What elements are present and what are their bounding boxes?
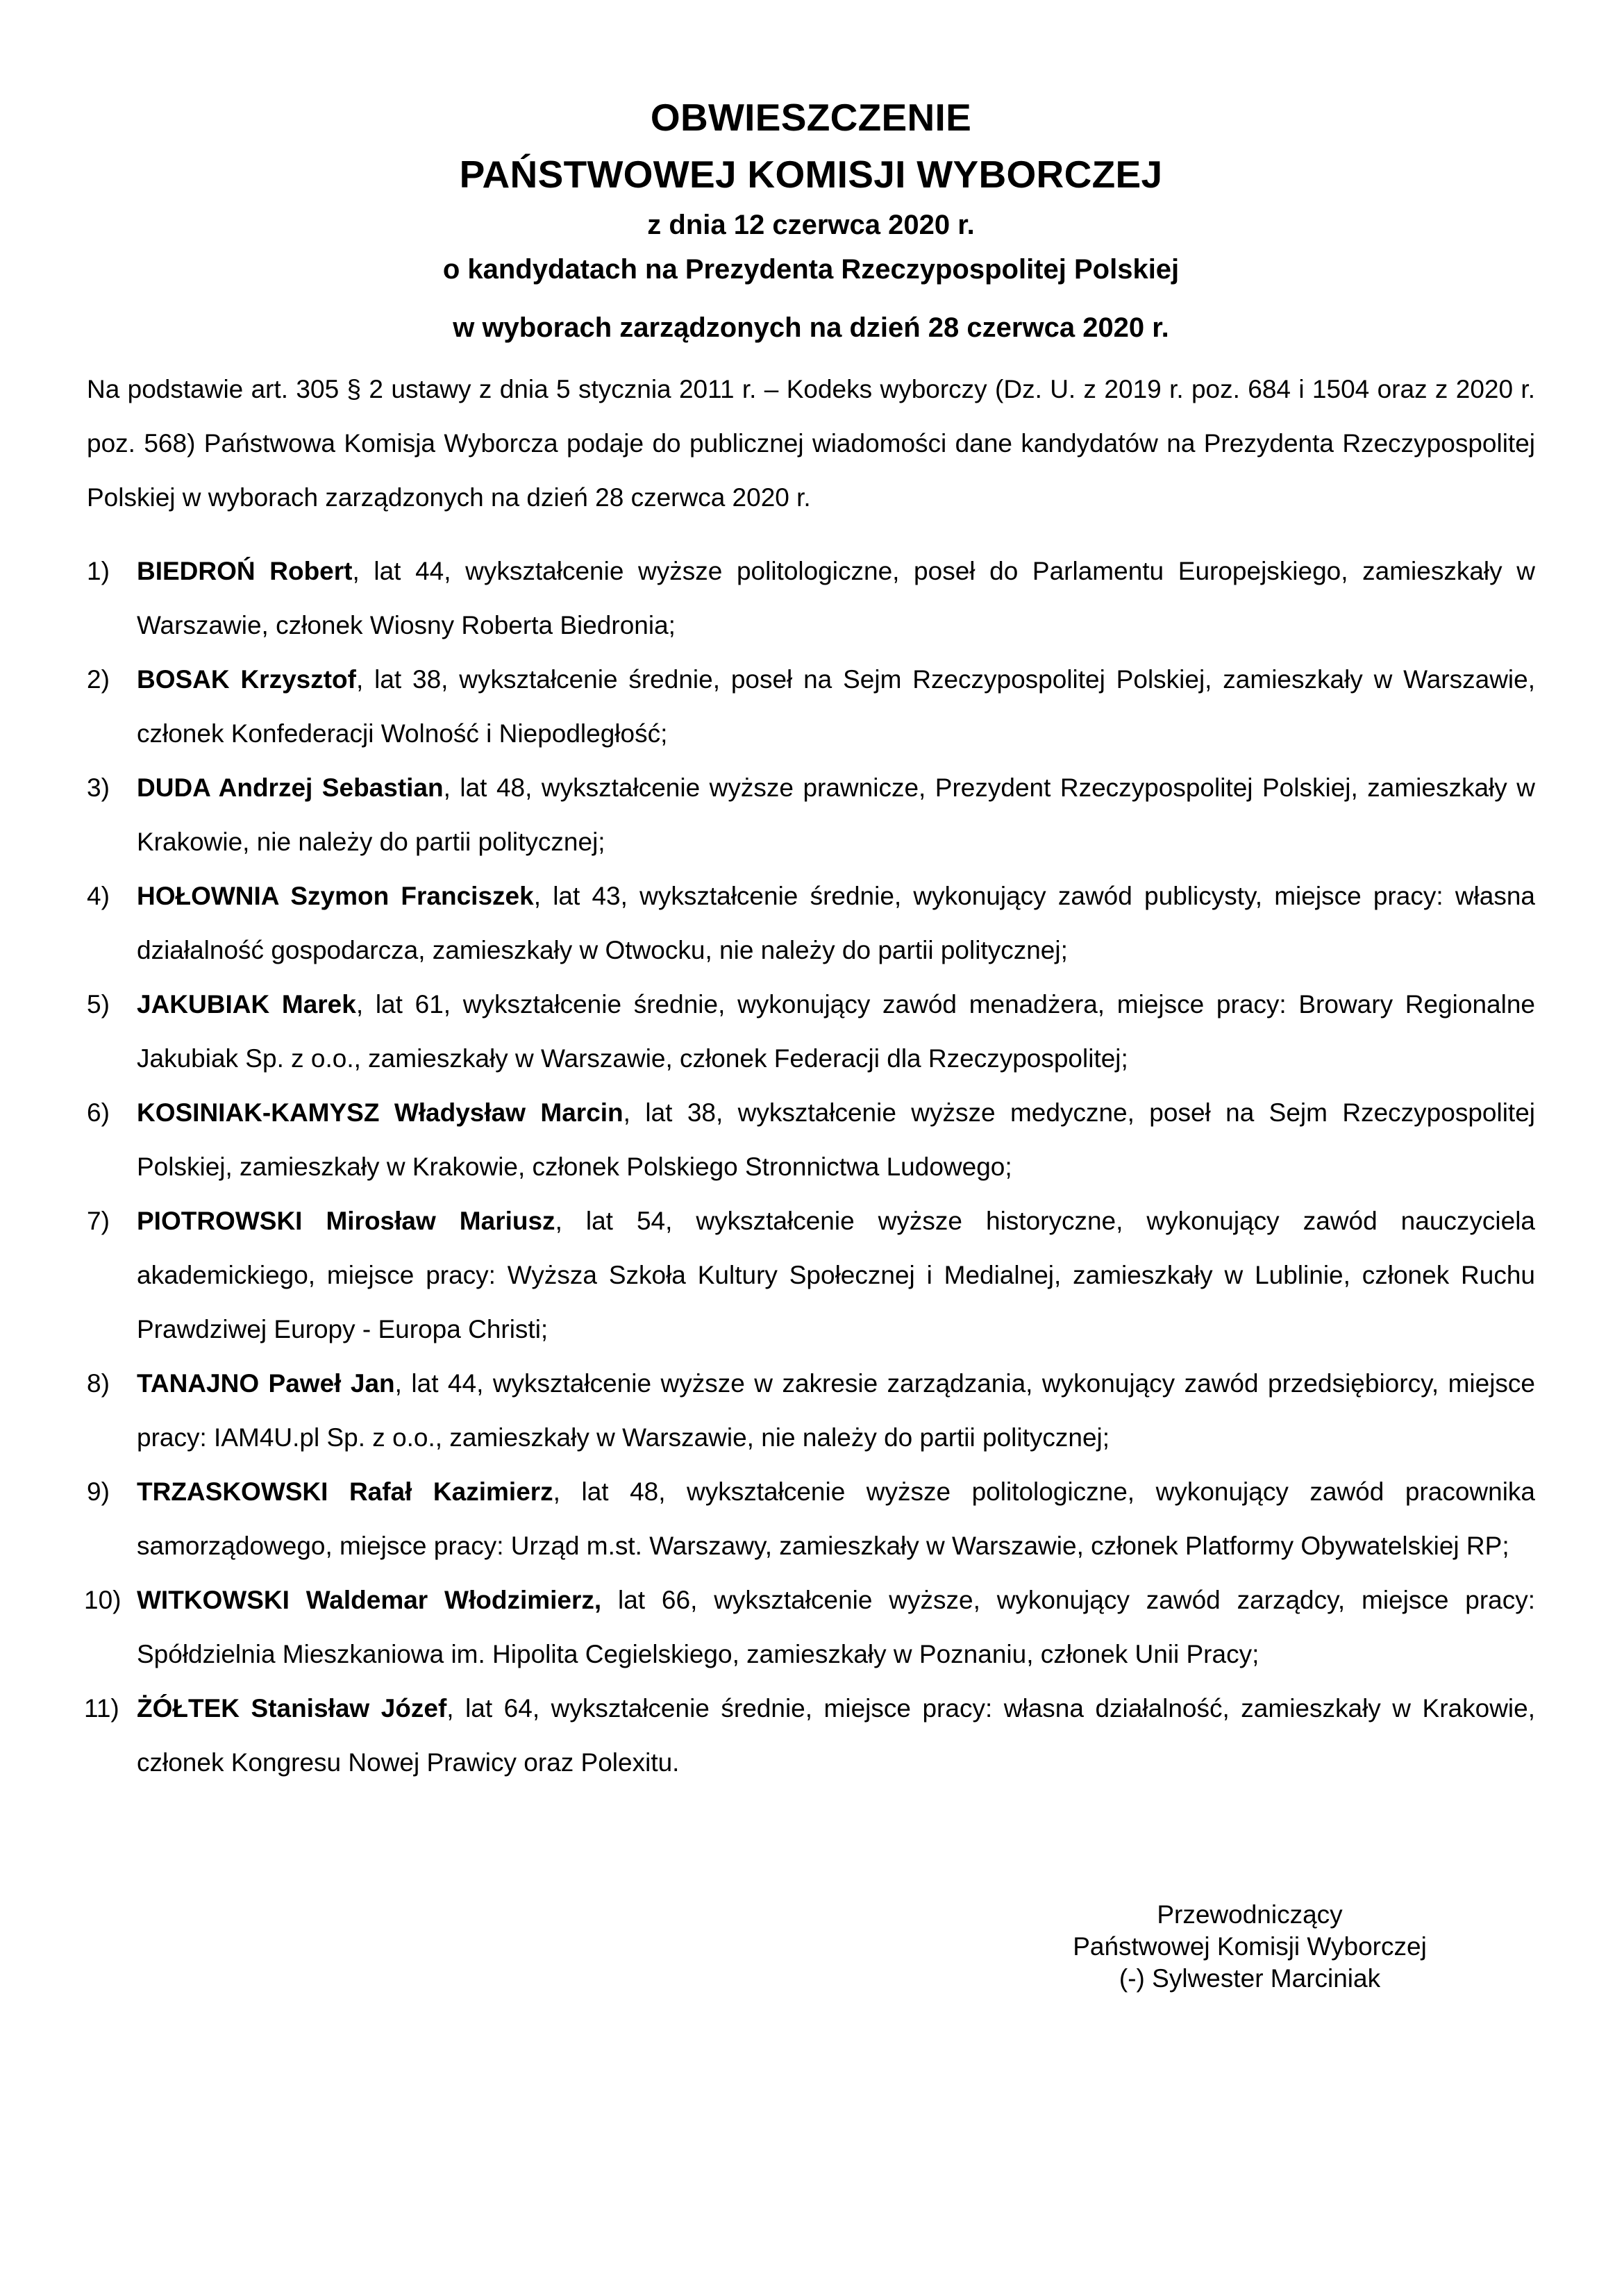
candidate-name: TANAJNO Paweł Jan [137, 1369, 395, 1398]
issue-date: z dnia 12 czerwca 2020 r. [647, 210, 975, 240]
candidate-list [84, 544, 1536, 1790]
candidate-number: 8) [87, 1369, 110, 1398]
issuing-body-title: PAŃSTWOWEJ KOMISJI WYBORCZEJ [459, 153, 1163, 196]
candidate-details: , lat 43, wykształcenie średnie, wykonujący zawód publicysty, miejsce pracy: własna działalność gospodarcza, zamieszkały w Otwocku, nie należy do partii politycznej; [137, 882, 1535, 964]
candidate-name: WITKOWSKI Waldemar Włodzimierz, [137, 1586, 602, 1614]
candidate-name: KOSINIAK-KAMYSZ Władysław Marcin [137, 1098, 623, 1127]
candidate-number: 11) [84, 1694, 119, 1723]
candidate-details: , lat 64, wykształcenie średnie, miejsce pracy: własna działalność, zamieszkały w Krakowie, członek Kongresu Nowej Prawicy oraz Polexitu. [137, 1694, 1535, 1777]
candidate-number: 10) [84, 1586, 122, 1614]
signatory-name: (-) Sylwester Marciniak [1119, 1964, 1381, 1993]
candidate-details: , lat 61, wykształcenie średnie, wykonujący zawód menadżera, miejsce pracy: Browary Regionalne Jakubiak Sp. z o.o., zamieszkały w Warszawie, członek Federacji dla Rzeczypospolitej; [137, 990, 1535, 1073]
election-date-line: w wyborach zarządzonych na dzień 28 czerwca 2020 r. [453, 312, 1169, 343]
candidate-item [87, 1357, 1535, 1465]
candidate-name: TRZASKOWSKI Rafał Kazimierz [137, 1477, 553, 1506]
candidate-number: 6) [87, 1098, 110, 1127]
candidate-name: JAKUBIAK Marek [137, 990, 356, 1019]
candidate-details: , lat 44, wykształcenie wyższe w zakresie zarządzania, wykonujący zawód przedsiębiorcy, miejsce pracy: IAM4U.pl Sp. z o.o., zamieszkały w Warszawie, nie należy do partii politycznej; [137, 1369, 1535, 1452]
candidate-details: , lat 54, wykształcenie wyższe historyczne, wykonujący zawód nauczyciela akademickiego, miejsce pracy: Wyższa Szkoła Kultury Społecznej i Medialnej, zamieszkały w Lublinie, członek Ruchu Prawdziwej Europy - Europa Christi; [137, 1207, 1535, 1343]
candidate-details: , lat 48, wykształcenie wyższe politologiczne, wykonujący zawód pracownika samorządowego, miejsce pracy: Urząd m.st. Warszawy, zamieszkały w Warszawie, członek Platformy Obywatelskiej RP; [137, 1477, 1535, 1560]
candidate-item [87, 978, 1535, 1086]
candidate-name: HOŁOWNIA Szymon Franciszek [137, 882, 534, 910]
candidate-name: DUDA Andrzej Sebastian [137, 773, 444, 802]
signatory-body: Państwowej Komisji Wyborczej [1073, 1932, 1427, 1961]
candidate-name: ŻÓŁTEK Stanisław Józef [137, 1694, 447, 1723]
intro-paragraph: Na podstawie art. 305 § 2 ustawy z dnia 5 stycznia 2011 r. – Kodeks wyborczy (Dz. U. z 2019 r. poz. 684 i 1504 oraz z 2020 r. poz. 568) Państwowa Komisja Wyborcza podaje do publicznej wiadomości dane kandydatów na Prezydenta Rzeczypospolitej Polskiej w wyborach zarządzonych na dzień 28 czerwca 2020 r. [87, 375, 1535, 512]
document-header [87, 89, 1535, 350]
candidate-number: 5) [87, 990, 110, 1019]
candidate-number: 2) [87, 665, 110, 694]
candidate-number: 9) [87, 1477, 110, 1506]
document-title: OBWIESZCZENIE [650, 96, 972, 139]
candidate-name: BIEDROŃ Robert [137, 557, 353, 585]
candidate-details: lat 66, wykształcenie wyższe, wykonujący zawód zarządcy, miejsce pracy: Spółdzielnia Mieszkaniowa im. Hipolita Cegielskiego, zamieszkały w Poznaniu, członek Unii Pracy; [137, 1586, 1536, 1668]
candidate-item [87, 1086, 1535, 1194]
candidate-item [87, 761, 1535, 869]
candidate-item [87, 1194, 1535, 1357]
candidate-number: 4) [87, 882, 110, 910]
signature-block [1000, 1899, 1500, 1995]
candidate-details: , lat 38, wykształcenie wyższe medyczne, poseł na Sejm Rzeczypospolitej Polskiej, zamieszkały w Krakowie, członek Polskiego Stronnictwa Ludowego; [137, 1098, 1535, 1181]
candidate-item [87, 544, 1535, 653]
candidate-number: 7) [87, 1207, 110, 1235]
candidate-details: , lat 48, wykształcenie wyższe prawnicze, Prezydent Rzeczypospolitej Polskiej, zamieszkały w Krakowie, nie należy do partii politycznej; [137, 773, 1535, 856]
candidate-name: PIOTROWSKI Mirosław Mariusz [137, 1207, 555, 1235]
signatory-role: Przewodniczący [1157, 1900, 1343, 1929]
candidate-item [87, 869, 1535, 978]
candidate-details: , lat 38, wykształcenie średnie, poseł na Sejm Rzeczypospolitej Polskiej, zamieszkały w Warszawie, członek Konfederacji Wolność i Niepodległość; [137, 665, 1535, 748]
candidate-name: BOSAK Krzysztof [137, 665, 356, 694]
candidate-number: 3) [87, 773, 110, 802]
candidate-number: 1) [87, 557, 110, 585]
candidate-details: , lat 44, wykształcenie wyższe politologiczne, poseł do Parlamentu Europejskiego, zamieszkały w Warszawie, członek Wiosny Roberta Biedronia; [137, 557, 1535, 639]
candidate-item [84, 1682, 1535, 1790]
candidate-item [87, 1465, 1535, 1573]
document-subject: o kandydatach na Prezydenta Rzeczypospolitej Polskiej [442, 254, 1180, 285]
candidate-item [84, 1573, 1536, 1682]
candidate-item [87, 653, 1535, 761]
